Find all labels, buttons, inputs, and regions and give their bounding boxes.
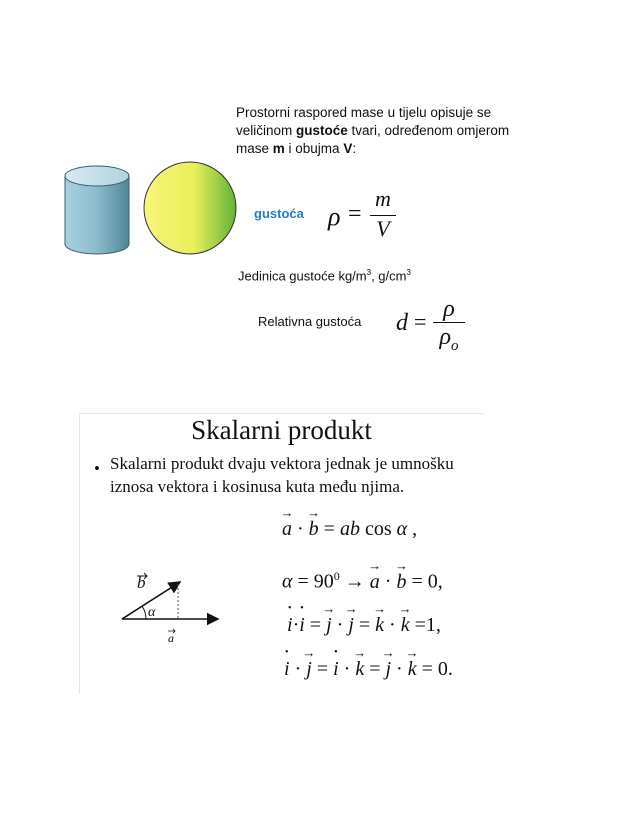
equals-sign: = [353, 614, 376, 636]
equation-end: = 0, [406, 570, 443, 593]
vector-a: → a [282, 518, 292, 541]
fraction-bar [433, 322, 465, 323]
dot-operator: · [379, 570, 397, 593]
rho-zero-base: ρ [439, 324, 452, 350]
dot-operator: · [331, 614, 349, 636]
equals-sign: = [364, 658, 386, 680]
relative-density-formula [396, 296, 476, 356]
dot-operator: · [384, 614, 401, 636]
angle-arc [142, 606, 146, 619]
equation-end: =1, [409, 614, 441, 636]
intro-paragraph [236, 104, 526, 158]
equation-end: = 0. [416, 658, 453, 680]
unit-vector-i: • i [284, 658, 290, 681]
vector-angle-diagram [112, 566, 224, 648]
slide-top-border [79, 413, 484, 414]
bullet-text: Skalarni produkt dvaju vektora jednak je umnošku iznosa vektora i kosinusa kuta među njima. [110, 454, 454, 496]
dot-operator: · [292, 614, 300, 636]
intro-bold-gustoce: gustoće [296, 123, 348, 138]
cylinder-shape [65, 166, 129, 254]
slide-title: Skalarni produkt [191, 415, 372, 445]
fraction-denominator [434, 324, 464, 355]
dot-operator: · [338, 658, 356, 680]
intro-bold-v: V [343, 141, 353, 156]
a-label: a [168, 631, 174, 645]
intro-text-2: tvari, određenom omjerom mase [236, 123, 510, 156]
unit-vector-i: • i [299, 614, 305, 637]
vector-b: → b [396, 571, 406, 594]
equation-unit-vectors-cross [284, 658, 453, 681]
unit-vector-j: → j [385, 658, 391, 681]
alpha-symbol: α [396, 518, 408, 540]
alpha-label: α [148, 605, 156, 620]
equation-orthogonal [282, 569, 443, 594]
implies-arrow: → [339, 570, 370, 593]
dot-operator: · [292, 518, 309, 540]
vector-a: → a [370, 571, 380, 594]
slide-left-border [79, 413, 80, 694]
unit-vector-j: → j [326, 614, 332, 637]
fraction-numerator: ρ [443, 296, 455, 322]
equals-sign: = [311, 658, 334, 680]
density-illustration [58, 160, 240, 260]
equals-sign: = [348, 201, 362, 227]
dot-operator: · [391, 658, 408, 680]
units-text-2: , g/cm [371, 268, 407, 284]
unit-vector-k: → k [355, 658, 364, 681]
intro-text-4: : [352, 141, 357, 156]
units-exponent-2: 3 [406, 268, 411, 277]
equation-unit-vectors-self [287, 614, 441, 637]
unit-vector-i: • i [287, 614, 293, 637]
alpha-symbol: α [282, 570, 293, 593]
equals-sign: = [318, 518, 340, 540]
magnitude-product: ab [339, 518, 360, 540]
equals-sign: = [414, 309, 427, 334]
ninety-text: = 90 [292, 570, 334, 593]
units-exponent-1: 3 [366, 268, 372, 277]
equation-scalar-definition [282, 518, 417, 541]
density-formula [328, 186, 408, 246]
d-symbol: d [396, 310, 408, 336]
bullet-marker: • [94, 459, 100, 478]
unit-vector-j: → j [306, 658, 312, 681]
sphere-shape [144, 162, 236, 254]
cos-function: cos [359, 518, 397, 540]
unit-vector-k: → k [408, 658, 417, 681]
unit-vector-k: → k [375, 614, 384, 637]
rho-zero-subscript: o [451, 337, 459, 354]
equals-sign: = [304, 614, 327, 636]
relative-density-label: Relativna gustoća [258, 314, 362, 329]
fraction-denominator: V [376, 216, 390, 241]
unit-vector-j: → j [348, 614, 354, 637]
rho-symbol: ρ [328, 202, 341, 231]
density-label: gustoća [254, 206, 304, 221]
degree-sup: 0 [333, 569, 340, 583]
dot-operator: · [289, 658, 307, 680]
intro-bold-m: m [272, 141, 285, 156]
fraction-numerator: m [375, 186, 391, 211]
b-label: b [137, 573, 146, 592]
units-text-1: Jedinica gustoće kg/m [238, 268, 367, 284]
intro-text-1: Prostorni raspored mase u tijelu opisuje se veličinom [236, 105, 492, 138]
intro-text-3: i obujma [284, 141, 344, 156]
vector-b: → b [309, 518, 319, 541]
unit-vector-i: • i [333, 658, 339, 681]
unit-vector-k: → k [401, 614, 410, 637]
density-units [238, 268, 411, 283]
equation-end: , [407, 518, 418, 540]
